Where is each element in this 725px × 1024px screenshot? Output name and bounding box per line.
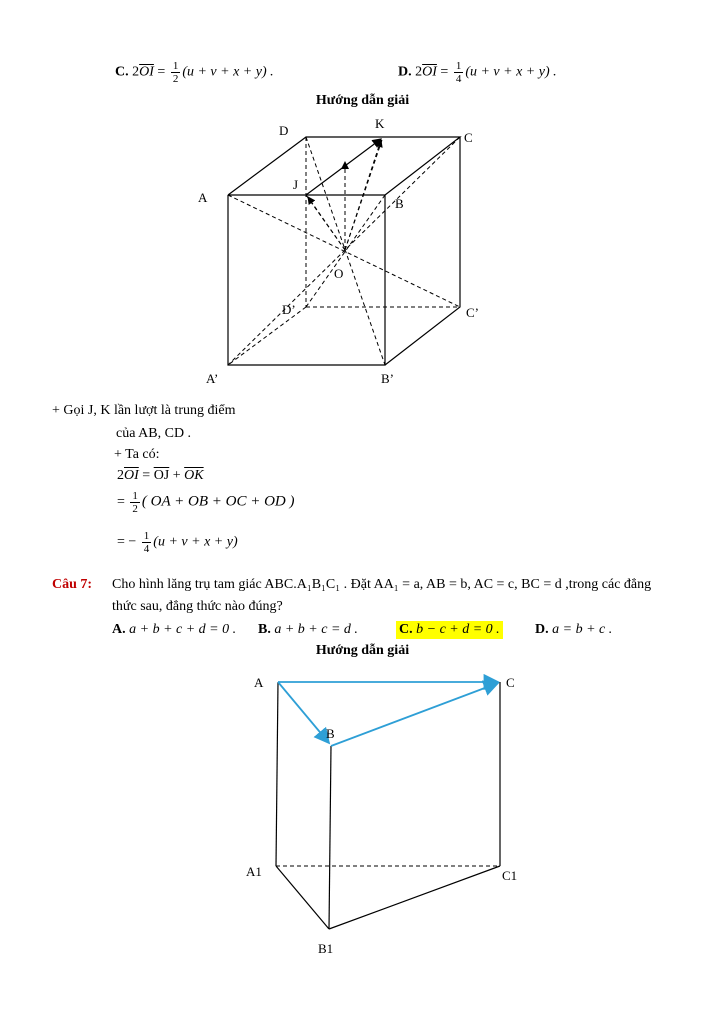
- coefficient: 2: [117, 468, 124, 483]
- vector-sum: (u + v + x + y) .: [465, 64, 557, 80]
- option-text: a + b + c = d .: [274, 622, 358, 637]
- vertex-label-b: B: [326, 726, 335, 741]
- prev-option-c: C. $2\overline{OI}$ = $\frac{1}{2}$ (u + v + x + y) .: [115, 60, 274, 85]
- solution-heading-2: Hướng dẫn giải: [315, 643, 410, 658]
- option-a[interactable]: [112, 622, 236, 638]
- option-label: A.: [112, 622, 126, 637]
- vector-sum: (u + v + x + y): [153, 534, 238, 550]
- prism-figure: [0, 660, 725, 970]
- cube-figure: [0, 0, 725, 400]
- vertex-label-a: A: [198, 190, 208, 205]
- fraction: [130, 490, 140, 515]
- fraction: [142, 530, 152, 555]
- vertex-label-b1: B1: [318, 941, 334, 956]
- question-text-2: thức sau, đẳng thức nào đúng?: [112, 599, 283, 614]
- vertex-label-c: C: [464, 130, 473, 145]
- vertex-label-a: A: [254, 675, 264, 690]
- equals: = −: [117, 534, 137, 550]
- coefficient: 2: [415, 64, 423, 80]
- vertex-label-c1: C1: [502, 868, 518, 883]
- vector-sum: (u + v + x + y) .: [182, 64, 274, 80]
- vertex-label-k: K: [375, 116, 385, 131]
- frac-num: 1: [143, 530, 150, 542]
- vertex-label-d: D: [279, 123, 289, 138]
- vertex-label-d1: D’: [282, 302, 296, 317]
- equation-2: [117, 490, 294, 515]
- vertex-label-b1: B’: [381, 371, 394, 386]
- vector-oi: $\overline{OI}$: [124, 468, 139, 483]
- solution-line-3: + Ta có:: [114, 447, 160, 462]
- solution-line-2: của AB, CD .: [116, 426, 192, 441]
- vector-sum: ( OA + OB + OC + OD ): [141, 493, 295, 510]
- option-d[interactable]: [535, 622, 612, 638]
- equals: =: [138, 468, 154, 483]
- option-text: b − c + d = 0 .: [416, 622, 500, 637]
- frac-den: 2: [172, 73, 179, 85]
- option-label: D.: [398, 64, 412, 80]
- frac-num: 1: [132, 490, 138, 502]
- solution-heading-1: Hướng dẫn giải: [315, 93, 410, 108]
- vertex-label-a1: A1: [246, 864, 262, 879]
- option-label: D.: [535, 622, 549, 637]
- option-c-correct[interactable]: [396, 621, 503, 639]
- option-label: B.: [258, 622, 271, 637]
- prev-option-d: D. $2\overline{OI}$ = $\frac{1}{4}$ (u + v + x + y) .: [398, 60, 557, 85]
- option-b[interactable]: [258, 622, 358, 638]
- prism-vector-arrows: [278, 682, 498, 746]
- option-text: a = b + c .: [552, 622, 613, 637]
- question-text-1: Cho hình lăng trụ tam giác ABC.A₁B₁C₁ . Đặt AA₁ = a, AB = b, AC = c, BC = d ,trong các đẳng: [112, 577, 652, 592]
- option-text: a + b + c + d = 0 .: [129, 622, 237, 637]
- equals: =: [117, 494, 125, 510]
- frac-num: 1: [172, 60, 179, 72]
- equation-1: [117, 468, 204, 484]
- vertex-label-a1: A’: [206, 371, 219, 386]
- coefficient: 2: [132, 64, 140, 80]
- vector-oj: $\overline{OJ}$: [153, 468, 170, 483]
- vertex-label-o: O: [334, 266, 344, 281]
- vertex-label-c1: C’: [466, 305, 479, 320]
- equation-3: [117, 530, 238, 555]
- vector-oi: $\overline{OI}$: [422, 64, 437, 80]
- frac-den: 4: [455, 73, 462, 85]
- cube-hidden-edges: [228, 137, 460, 365]
- option-label: C.: [115, 64, 129, 80]
- vector-ok: $\overline{OK}$: [184, 468, 204, 483]
- vector-oi: $\overline{OI}$: [139, 64, 154, 80]
- vertex-label-j: J: [293, 177, 299, 192]
- frac-num: 1: [455, 60, 462, 72]
- solution-line-1: + Gọi J, K lần lượt là trung điểm: [52, 403, 236, 418]
- vertex-label-b: B: [395, 196, 404, 211]
- question-label: Câu 7:: [52, 577, 93, 592]
- plus: +: [169, 468, 185, 483]
- frac-den: 4: [143, 543, 150, 555]
- vertex-label-c: C: [506, 675, 515, 690]
- frac-den: 2: [132, 503, 138, 515]
- option-label: C.: [399, 622, 413, 637]
